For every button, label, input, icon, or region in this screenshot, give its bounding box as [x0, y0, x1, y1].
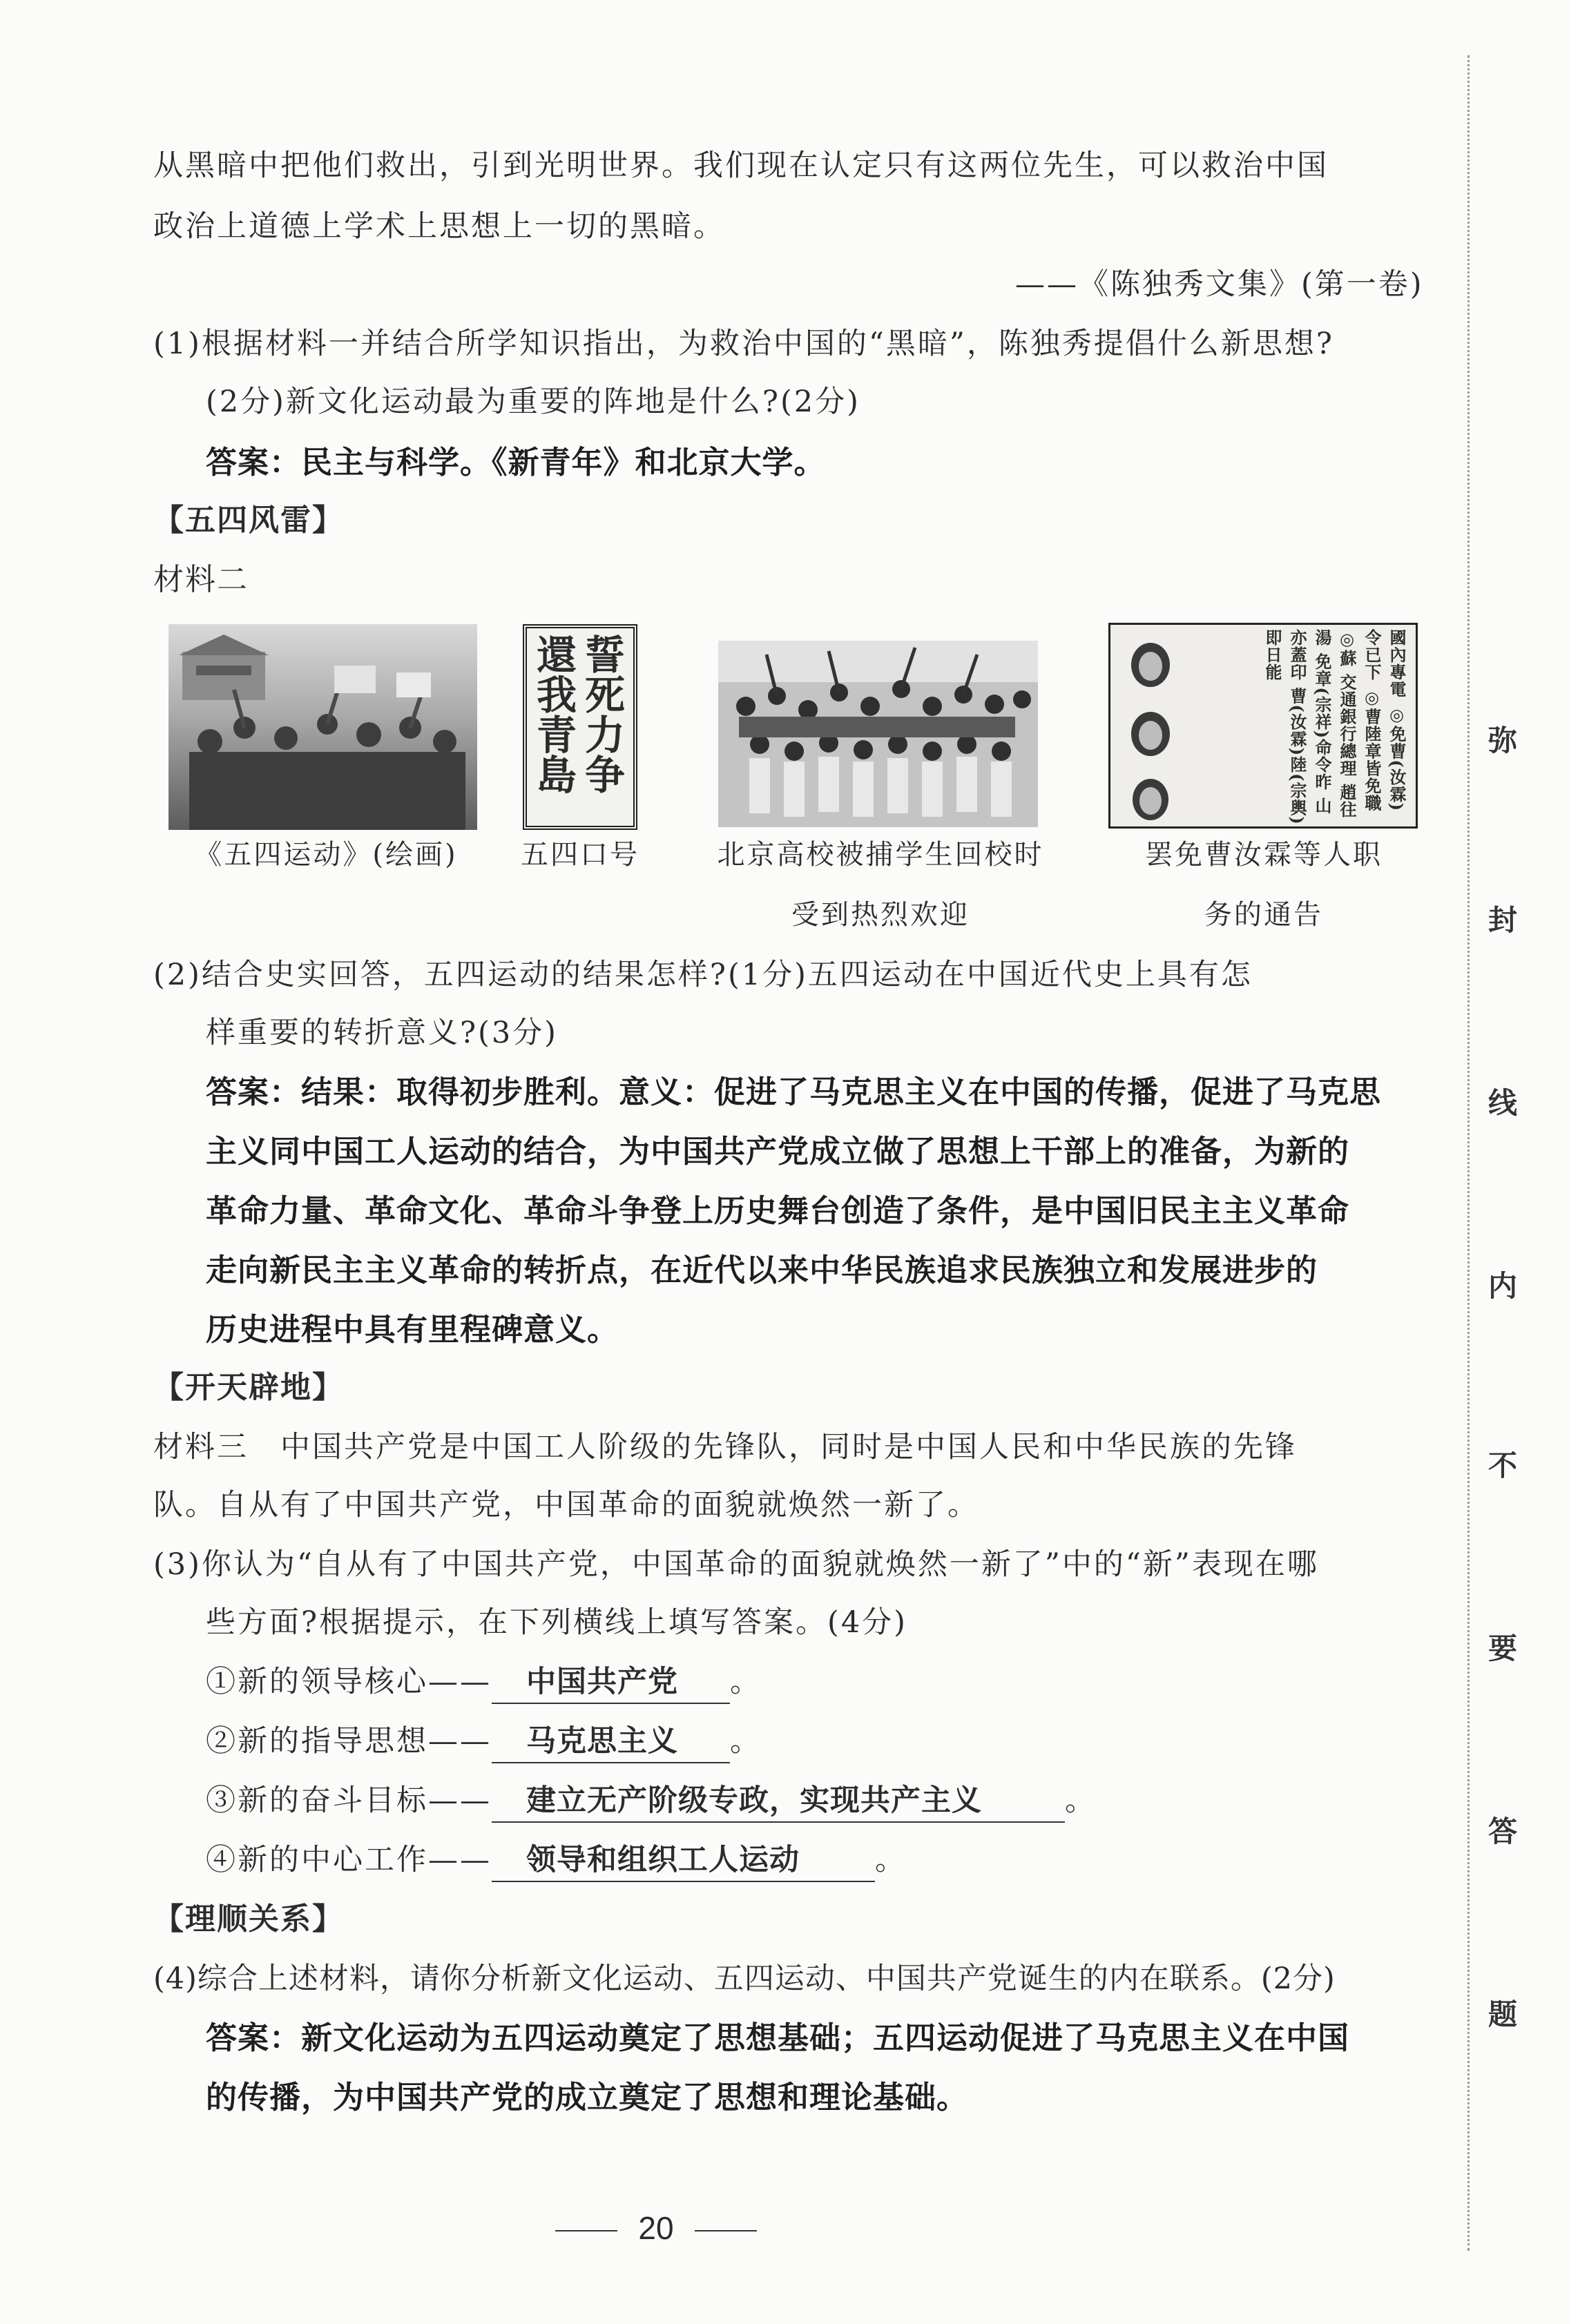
- students-return-photo: [718, 641, 1038, 827]
- answer-2-line: 答案：结果：取得初步胜利。意义：促进了马克思主义在中国的传播，促进了马克思: [206, 1074, 1382, 1110]
- fill-answer-goal: 建立无产阶级专政，实现共产主义: [492, 1780, 1065, 1823]
- seal-char: 要: [1488, 1631, 1518, 1665]
- source-citation: ——《陈独秀文集》(第一卷): [1015, 267, 1424, 302]
- seal-char: 不: [1488, 1449, 1518, 1482]
- fill-answer-ideology: 马克思主义: [492, 1721, 730, 1763]
- caption-notice-line1: 罢免曹汝霖等人职: [1145, 839, 1383, 871]
- slogan-image: [523, 624, 637, 830]
- answer-4-line: 的传播，为中国共产党的成立奠定了思想和理论基础。: [206, 2079, 969, 2115]
- material-label: 材料二: [153, 562, 249, 597]
- fill-label: ①新的领导核心——: [206, 1665, 492, 1699]
- question-3-cont: 些方面?根据提示，在下列横线上填写答案。(4分): [206, 1605, 907, 1640]
- page-number-text: 20: [638, 2210, 674, 2246]
- fill-label: ④新的中心工作——: [206, 1843, 492, 1877]
- caption-slogan: 五四口号: [521, 839, 639, 871]
- question-1-cont: (2分)新文化运动最为重要的阵地是什么?(2分): [206, 385, 860, 419]
- question-3: (3)你认为“自从有了中国共产党，中国革命的面貌就焕然一新了”中的“新”表现在哪: [153, 1547, 1319, 1582]
- fill-answer-work: 领导和组织工人运动: [492, 1839, 875, 1882]
- page-number-dash-left: [555, 2230, 617, 2231]
- caption-students-line1: 北京高校被捕学生回校时: [717, 839, 1044, 871]
- fill-item: [206, 1661, 762, 1704]
- seal-line: [1467, 55, 1471, 2251]
- notice-text: 國內專電 ◎免曹(汝霖)令已下 ◎曹陸章皆免職 ◎蘇 交通銀行總理 趙往湯 免章(宗祥)命令昨 山 亦蓋印 曹(汝霖)陸(宗輿)即日能: [1262, 629, 1407, 825]
- material-three-text: 队。自从有了中国共产党，中国革命的面貌就焕然一新了。: [153, 1488, 979, 1522]
- material-one-text-line: 从黑暗中把他们救出，引到光明世界。我们现在认定只有这两位先生，可以救治中国: [153, 148, 1329, 183]
- seal-char: 弥: [1488, 724, 1518, 757]
- fill-label: ③新的奋斗目标——: [206, 1783, 492, 1818]
- answer-2-line: 革命力量、革命文化、革命斗争登上历史舞台创造了条件，是中国旧民主主义革命: [206, 1192, 1350, 1229]
- fill-label: ②新的指导思想——: [206, 1724, 492, 1759]
- page-number-dash-right: [695, 2230, 757, 2231]
- question-2: (2)结合史实回答，五四运动的结果怎样?(1分)五四运动在中国近代史上具有怎: [153, 958, 1253, 992]
- seal-char: 线: [1488, 1086, 1518, 1120]
- answer-2-line: 走向新民主主义革命的转折点，在近代以来中华民族追求民族独立和发展进步的: [206, 1252, 1318, 1288]
- fill-end: 。: [875, 1843, 907, 1877]
- fill-answer-leadership: 中国共产党: [492, 1661, 730, 1704]
- fill-item: [206, 1780, 1097, 1823]
- section-heading: 【理顺关系】: [153, 1901, 344, 1937]
- fill-item: [206, 1839, 907, 1882]
- fill-end: 。: [1065, 1783, 1097, 1818]
- fill-end: 。: [730, 1665, 762, 1699]
- notice-portraits: [1116, 630, 1206, 824]
- section-heading: 【开天辟地】: [153, 1370, 344, 1405]
- seal-char: 封: [1488, 903, 1518, 937]
- fill-end: 。: [730, 1724, 762, 1759]
- fill-item: [206, 1721, 762, 1763]
- answer-4-line: 答案：新文化运动为五四运动奠定了思想基础；五四运动促进了马克思主义在中国: [206, 2020, 1350, 2056]
- may-fourth-painting-image: [169, 624, 477, 830]
- question-4: (4)综合上述材料，请你分析新文化运动、五四运动、中国共产党诞生的内在联系。(2分): [153, 1962, 1336, 1996]
- seal-char: 内: [1488, 1269, 1518, 1303]
- caption-painting: 《五四运动》(绘画): [194, 839, 458, 871]
- caption-notice-line2: 务的通告: [1204, 899, 1323, 931]
- slogan-column-right: 誓死力争: [578, 634, 625, 794]
- section-heading: 【五四风雷】: [153, 503, 344, 538]
- answer-1: 答案：民主与科学。《新青年》和北京大学。: [206, 444, 826, 481]
- seal-char: 题: [1488, 1997, 1518, 2031]
- slogan-column-left: 還我青島: [530, 634, 577, 794]
- material-three-text: 材料三 中国共产党是中国工人阶级的先锋队，同时是中国人民和中华民族的先锋: [153, 1430, 1297, 1464]
- answer-2-line: 历史进程中具有里程碑意义。: [206, 1311, 619, 1348]
- dismissal-notice-image: [1108, 623, 1418, 829]
- caption-students-line2: 受到热烈欢迎: [791, 899, 970, 931]
- answer-2-line: 主义同中国工人运动的结合，为中国共产党成立做了思想上干部上的准备，为新的: [206, 1133, 1350, 1170]
- page-number: [0, 2209, 1312, 2247]
- seal-char: 答: [1488, 1814, 1518, 1848]
- question-1: (1)根据材料一并结合所学知识指出，为救治中国的“黑暗”，陈独秀提倡什么新思想?: [153, 327, 1334, 361]
- question-2-cont: 样重要的转折意义?(3分): [206, 1016, 558, 1050]
- material-one-text-line: 政治上道德上学术上思想上一切的黑暗。: [153, 209, 725, 244]
